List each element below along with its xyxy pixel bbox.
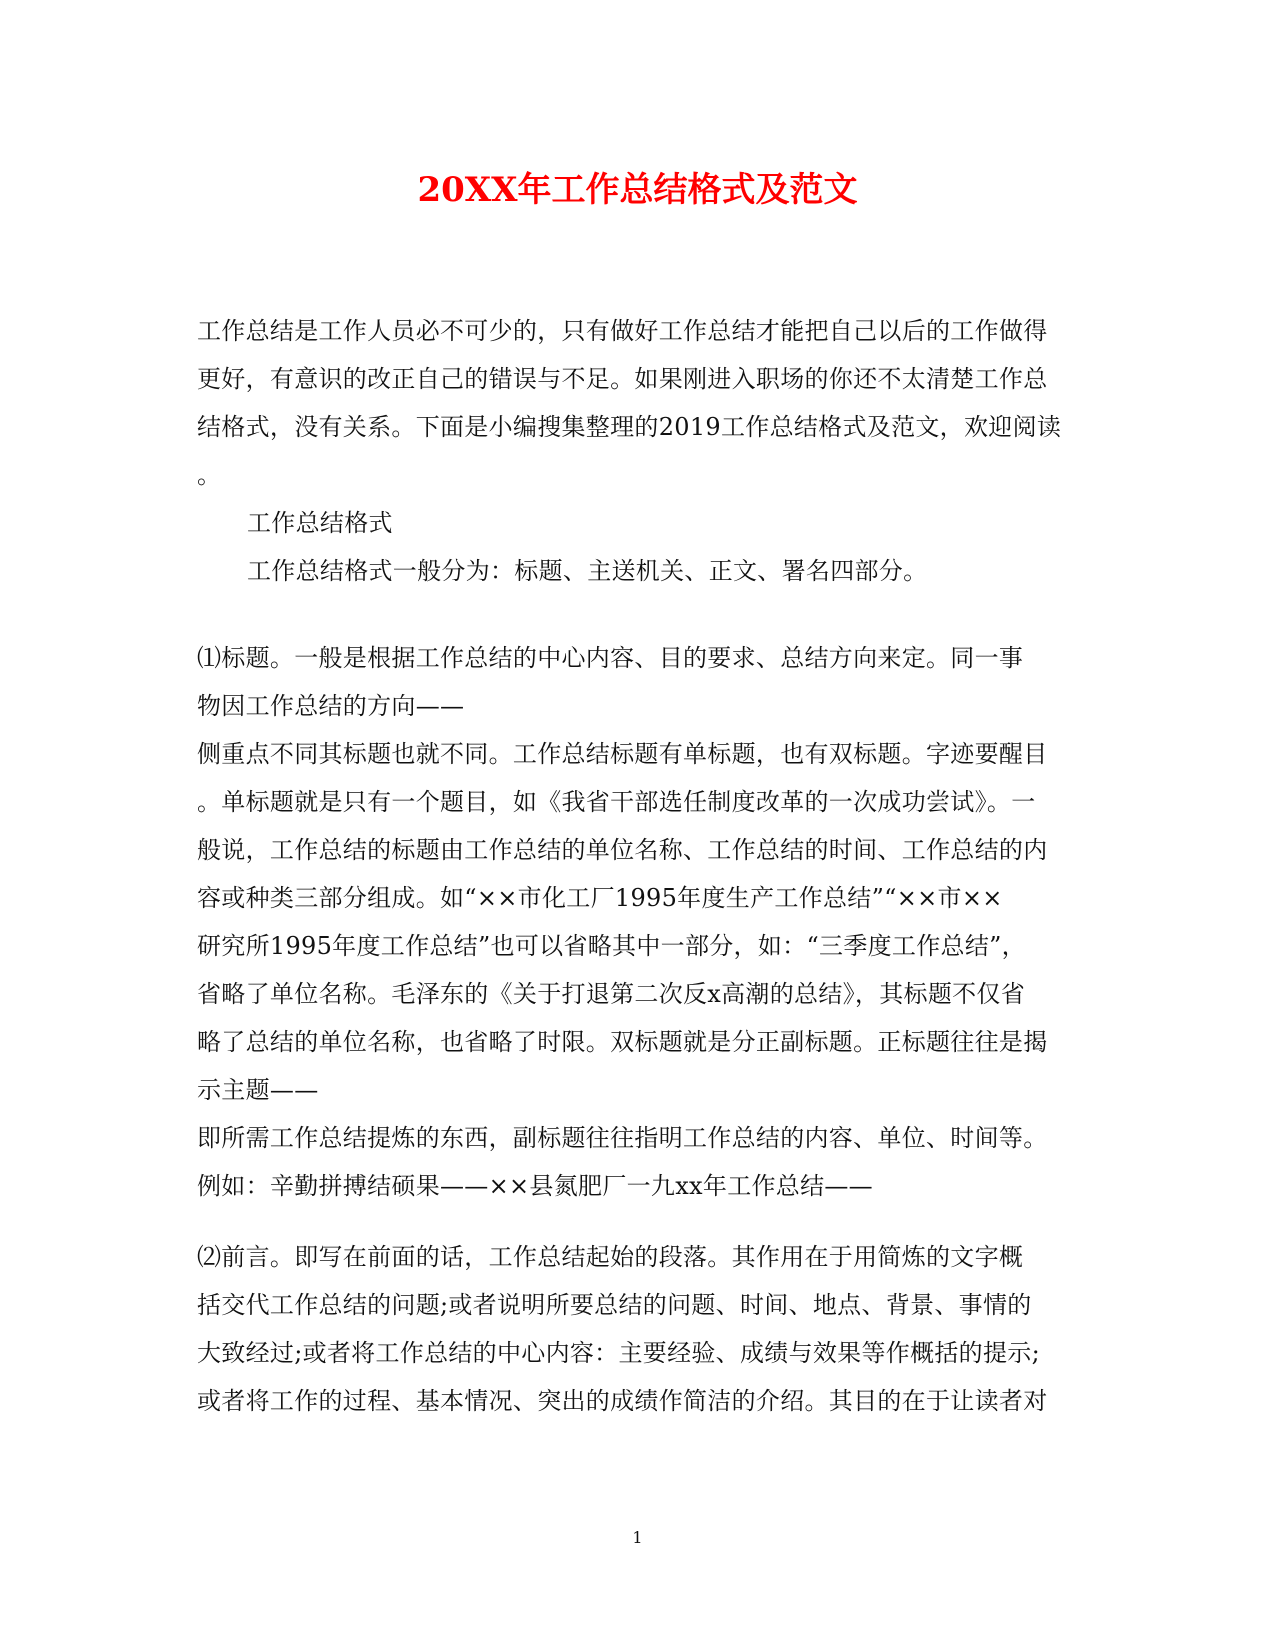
- section-preface-paragraph: [197, 1233, 1077, 1425]
- page-number: 1: [632, 1528, 643, 1547]
- section1-line: 。单标题就是只有一个题目，如《我省干部选任制度改革的一次成功尝试》。一: [197, 788, 1036, 816]
- section2-line: ⑵前言。即写在前面的话，工作总结起始的段落。其作用在于用简炼的文字概: [197, 1243, 1024, 1271]
- section-title-paragraph: [197, 634, 1077, 1210]
- section1-line: 物因工作总结的方向——: [197, 692, 465, 720]
- section1-line: 容或种类三部分组成。如“××市化工厂1995年度生产工作总结”“××市××: [197, 884, 1003, 912]
- section1-line: 研究所1995年度工作总结”也可以省略其中一部分，如：“三季度工作总结”，: [197, 932, 1026, 960]
- intro-paragraph: [197, 307, 1077, 643]
- section1-line: 即所需工作总结提炼的东西，副标题往往指明工作总结的内容、单位、时间等。: [197, 1124, 1048, 1152]
- section2-line: 大致经过;或者将工作总结的中心内容：主要经验、成绩与效果等作概括的提示;: [197, 1339, 1040, 1367]
- section2-line: 或者将工作的过程、基本情况、突出的成绩作简洁的介绍。其目的在于让读者对: [197, 1387, 1048, 1415]
- document-title: 20XX年工作总结格式及范文: [417, 170, 858, 210]
- intro-line: 结格式，没有关系。下面是小编搜集整理的2019工作总结格式及范文，欢迎阅读: [197, 413, 1062, 441]
- section1-line: 例如：辛勤拼搏结硕果——××县氮肥厂一九xx年工作总结——: [197, 1172, 873, 1200]
- section1-line: 般说，工作总结的标题由工作总结的单位名称、工作总结的时间、工作总结的内: [197, 836, 1048, 864]
- section1-line: ⑴标题。一般是根据工作总结的中心内容、目的要求、总结方向来定。同一事: [197, 644, 1024, 672]
- intro-line: 。: [197, 461, 222, 489]
- section1-line: 示主题——: [197, 1076, 319, 1104]
- format-heading: 工作总结格式: [247, 509, 393, 537]
- section2-line: 括交代工作总结的问题;或者说明所要总结的问题、时间、地点、背景、事情的: [197, 1291, 1032, 1319]
- format-summary: 工作总结格式一般分为：标题、主送机关、正文、署名四部分。: [247, 557, 928, 585]
- intro-line: 更好，有意识的改正自己的错误与不足。如果刚进入职场的你还不太清楚工作总: [197, 365, 1048, 393]
- section1-line: 略了总结的单位名称，也省略了时限。双标题就是分正副标题。正标题往往是揭: [197, 1028, 1048, 1056]
- intro-line: 工作总结是工作人员必不可少的，只有做好工作总结才能把自己以后的工作做得: [197, 317, 1048, 345]
- section1-line: 省略了单位名称。毛泽东的《关于打退第二次反x高潮的总结》，其标题不仅省: [197, 980, 1026, 1008]
- section1-line: 侧重点不同其标题也就不同。工作总结标题有单标题，也有双标题。字迹要醒目: [197, 740, 1048, 768]
